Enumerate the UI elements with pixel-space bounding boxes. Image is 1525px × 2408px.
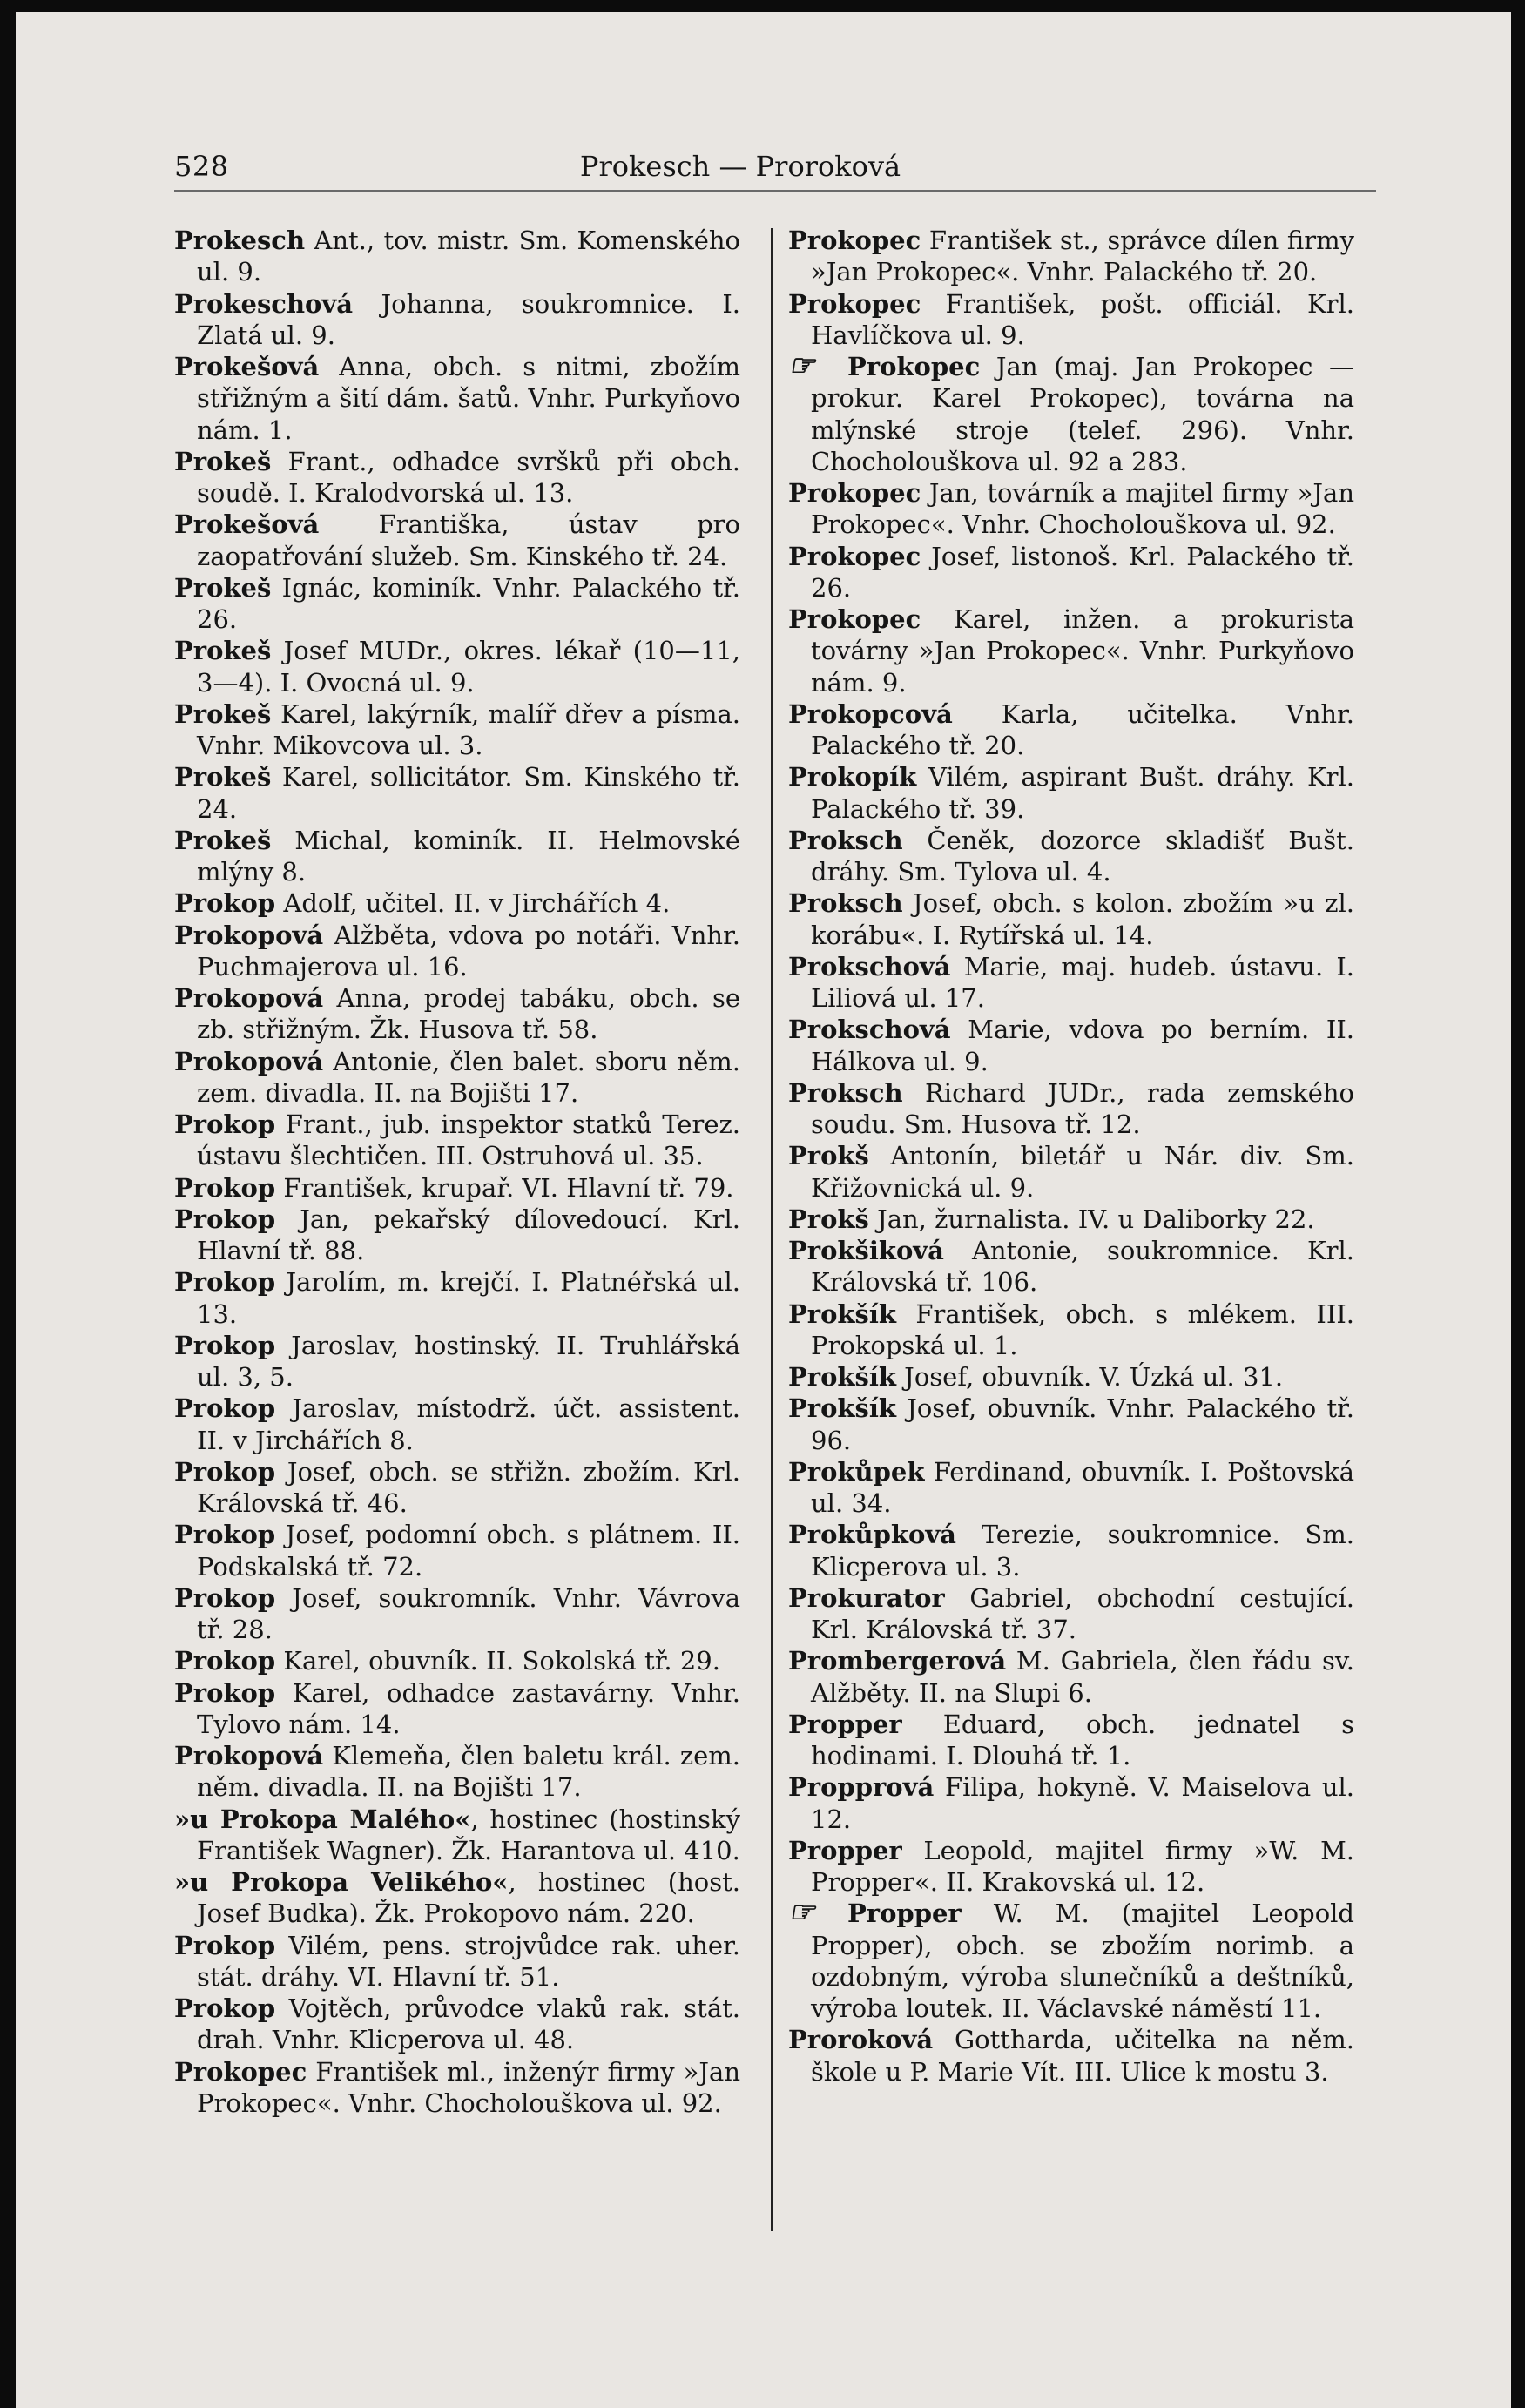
entry-name: Prokopec xyxy=(788,541,921,571)
entry-details: Ferdinand, obuvník. I. Poštovská ul. 34. xyxy=(811,1456,1354,1518)
entry-name: Prokopcová xyxy=(788,698,953,729)
directory-entry xyxy=(788,1582,1354,1646)
entry-name: Prokopová xyxy=(174,983,324,1013)
entry-name: Prokop xyxy=(174,1677,276,1708)
entry-details: Alžběta, vdova po notáři. Vnhr. Puchmajerova ul. 16. xyxy=(197,920,740,981)
directory-entry xyxy=(788,951,1354,1015)
directory-entry xyxy=(174,572,740,636)
entry-details: Gabriel, obchodní cestující. Krl. Královská tř. 37. xyxy=(811,1582,1354,1644)
entry-details: Ignác, kominík. Vnhr. Palackého tř. 26. xyxy=(197,572,740,634)
entry-details: W. M. (majitel Leopold Propper), obch. se zbožím norimb. a ozdobným, výroba slunečníků a deštníků, výroba loutek. II. Václavské náměstí 11. xyxy=(811,1899,1354,2023)
directory-entry xyxy=(788,541,1354,604)
entry-name: Prokop xyxy=(174,1993,276,2023)
directory-entry xyxy=(174,1930,740,1993)
entry-details: František, obch. s mlékem. III. Prokopská ul. 1. xyxy=(811,1298,1354,1360)
directory-entry xyxy=(174,1393,740,1456)
directory-entry xyxy=(788,2024,1354,2088)
directory-entry xyxy=(174,1993,740,2056)
directory-entry xyxy=(788,1014,1354,1077)
entry-details: Karel, obuvník. II. Sokolská tř. 29. xyxy=(275,1646,720,1676)
entry-details: Anna, prodej tabáku, obch. se zb. střižným. Žk. Husova tř. 58. xyxy=(197,983,740,1045)
entry-details: Leopold, majitel firmy »W. M. Propper«. II. Krakovská ul. 12. xyxy=(811,1835,1354,1897)
entry-name: Prokeš xyxy=(174,698,272,729)
entry-details: Antonín, biletář u Nár. div. Sm. Křižovnická ul. 9. xyxy=(811,1141,1354,1203)
entry-name: Prokopová xyxy=(174,920,324,950)
entry-details: Marie, maj. hudeb. ústavu. I. Liliová ul. 17. xyxy=(811,951,1354,1013)
entry-details: Čeněk, dozorce skladišť Bušt. dráhy. Sm. Tylova ul. 4. xyxy=(811,825,1354,887)
right-column xyxy=(788,225,1354,2088)
directory-entry xyxy=(788,1895,1354,2024)
entry-name: Prokopová xyxy=(174,1741,324,1771)
entry-name: Prokůpková xyxy=(788,1520,956,1550)
directory-entry xyxy=(174,1645,740,1676)
entry-name: Prokopová xyxy=(174,1046,324,1076)
directory-entry xyxy=(174,225,740,288)
entry-details: , hostinec (host. Josef Budka). Žk. Prokopovo nám. 220. xyxy=(197,1867,740,1929)
entry-details: František st., správce dílen firmy »Jan Prokopec«. Vnhr. Palackého tř. 20. xyxy=(811,226,1354,287)
entry-details: Jan (maj. Jan Prokopec — prokur. Karel Prokopec), továrna na mlýnské stroje (telef. 296). Vnhr. Chocholouškova ul. 92 a 283. xyxy=(811,352,1354,476)
entry-name: Prokšík xyxy=(788,1362,896,1392)
directory-entry xyxy=(174,351,740,446)
entry-details: Marie, vdova po berním. II. Hálkova ul. 9. xyxy=(811,1015,1354,1076)
directory-entry xyxy=(174,1266,740,1330)
directory-entry xyxy=(174,1740,740,1804)
entry-details: Josef MUDr., okres. lékař (10—11, 3—4). I. Ovocná ul. 9. xyxy=(197,636,740,698)
directory-entry xyxy=(174,1804,740,1867)
entry-details: Filipa, hokyně. V. Maiselova ul. 12. xyxy=(811,1772,1354,1834)
entry-name: Prokop xyxy=(174,1330,276,1360)
entry-name: Proroková xyxy=(788,2025,934,2055)
directory-entry xyxy=(788,1361,1354,1393)
directory-entry xyxy=(174,982,740,1046)
directory-entry xyxy=(174,698,740,762)
directory-entry xyxy=(788,1835,1354,1899)
entry-details: Jaroslav, hostinský. II. Truhlářská ul. 3, 5. xyxy=(197,1330,740,1392)
entry-details: Anna, obch. s nitmi, zbožím střižným a šití dám. šatů. Vnhr. Purkyňovo nám. 1. xyxy=(197,352,740,445)
entry-name: Prokš xyxy=(788,1204,869,1234)
entry-name: Prokšiková xyxy=(788,1236,944,1265)
directory-entry xyxy=(788,1771,1354,1835)
entry-name: Prokop xyxy=(174,1172,276,1203)
entry-details: Karel, odhadce zastavárny. Vnhr. Tylovo nám. 14. xyxy=(197,1677,740,1739)
directory-entry xyxy=(788,1140,1354,1204)
directory-entry xyxy=(174,446,740,509)
entry-details: Josef, podomní obch. s plátnem. II. Podskalská tř. 72. xyxy=(197,1520,740,1582)
entry-name: Prokesch xyxy=(174,226,306,255)
pointing-hand-icon: ☞ xyxy=(788,348,815,383)
directory-entry xyxy=(174,920,740,983)
entry-details: Vilém, aspirant Bušt. dráhy. Krl. Palackého tř. 39. xyxy=(811,762,1354,824)
directory-entry xyxy=(788,1709,1354,1772)
entry-details: Klemeňa, člen baletu král. zem. něm. divadla. II. na Bojišti 17. xyxy=(197,1741,740,1803)
entry-name: Prokop xyxy=(174,1582,276,1613)
directory-entry xyxy=(788,825,1354,888)
entry-details: František, pošt. officiál. Krl. Havlíčkova ul. 9. xyxy=(811,288,1354,350)
directory-entry xyxy=(174,1519,740,1582)
entry-details: František, krupař. VI. Hlavní tř. 79. xyxy=(275,1172,734,1203)
entry-name: Prokop xyxy=(174,1456,276,1487)
entry-name: Prokschová xyxy=(788,1015,951,1045)
entry-name: Prokeschová xyxy=(174,288,354,319)
entry-name: Prokopec xyxy=(174,2056,307,2087)
directory-entry xyxy=(174,1677,740,1741)
directory-entry xyxy=(174,887,740,919)
entry-details: Gotthardа, učitelka na něm. škole u P. Marie Vít. III. Ulice k mostu 3. xyxy=(811,2025,1354,2087)
entry-details: Johanna, soukromnice. I. Zlatá ul. 9. xyxy=(197,288,740,350)
directory-entry xyxy=(174,288,740,352)
entry-name: Propper xyxy=(788,1835,902,1865)
entry-name: Prokop xyxy=(174,1930,276,1960)
entry-name: Prokop xyxy=(174,1110,276,1139)
entry-name: Proksch xyxy=(788,888,903,919)
entry-details: Josef, listonoš. Krl. Palackého tř. 26. xyxy=(811,541,1354,603)
directory-entry xyxy=(174,1109,740,1172)
entry-name: Prokeš xyxy=(174,825,272,855)
directory-entry xyxy=(174,509,740,572)
directory-entry xyxy=(788,698,1354,762)
entry-details: Eduard, obch. jednatel s hodinami. I. Dlouhá tř. 1. xyxy=(811,1709,1354,1771)
entry-details: Karel, lakýrník, malíř dřev a písma. Vnhr. Mikovcova ul. 3. xyxy=(197,698,740,760)
directory-entry xyxy=(174,1172,740,1204)
entry-details: Jan, továrník a majitel firmy »Jan Prokopec«. Vnhr. Chocholouškova ul. 92. xyxy=(811,478,1354,540)
entry-name: Prokopík xyxy=(788,762,917,793)
directory-entry xyxy=(174,1456,740,1520)
entry-details: Vojtěch, průvodce vlaků rak. stát. drah. Vnhr. Klicperova ul. 48. xyxy=(197,1993,740,2055)
entry-details: Karel, sollicitátor. Sm. Kinského tř. 24. xyxy=(197,762,740,824)
directory-entry xyxy=(174,2056,740,2120)
entry-name: Prokopec xyxy=(788,226,921,255)
directory-entry xyxy=(174,1330,740,1393)
directory-entry xyxy=(788,1456,1354,1520)
entry-name: Prokešová xyxy=(174,352,320,381)
entry-name: Propprová xyxy=(788,1772,935,1803)
column-divider xyxy=(771,228,773,2231)
entry-details: Antonie, soukromnice. Krl. Královská tř. 106. xyxy=(811,1236,1354,1298)
entry-details: Adolf, učitel. II. v Jirchářích 4. xyxy=(275,888,671,919)
entry-name: »u Prokopa Velikého« xyxy=(174,1867,509,1897)
entry-details: Josef, obch. se střižn. zbožím. Krl. Královská tř. 46. xyxy=(197,1456,740,1518)
page-number: 528 xyxy=(174,150,229,183)
directory-entry xyxy=(788,1204,1354,1235)
directory-entry xyxy=(788,761,1354,825)
entry-details: , hostinec (hostinský František Wagner). Žk. Harantova ul. 410. xyxy=(197,1804,740,1865)
directory-entry xyxy=(788,1393,1354,1456)
entry-name: Prokešová xyxy=(174,509,320,540)
scan-edge-top xyxy=(0,0,1525,12)
entry-details: Jaroslav, místodrž. účt. assistent. II. v Jirchářích 8. xyxy=(197,1393,740,1455)
entry-name: Prokop xyxy=(174,1393,276,1424)
entry-details: Josef, obuvník. Vnhr. Palackého tř. 96. xyxy=(811,1393,1354,1455)
entry-details: Jan, pekařský dílovedoucí. Krl. Hlavní tř. 88. xyxy=(197,1204,740,1265)
entry-details: Frant., odhadce svršků při obch. soudě. I. Kralodvorská ul. 13. xyxy=(197,446,740,508)
directory-entry xyxy=(174,1866,740,1930)
directory-entry xyxy=(174,825,740,888)
scan-edge-left xyxy=(0,0,16,2408)
entry-name: Prokeš xyxy=(174,572,272,603)
directory-entry xyxy=(788,288,1354,352)
entry-details: Antonie, člen balet. sboru něm. zem. divadla. II. na Bojišti 17. xyxy=(197,1046,740,1108)
entry-details: Josef, obuvník. V. Úzká ul. 31. xyxy=(895,1362,1284,1392)
entry-name: Prokšík xyxy=(788,1298,896,1329)
directory-entry xyxy=(788,348,1354,477)
entry-name: »u Prokopa Malého« xyxy=(174,1804,471,1834)
running-title: Prokesch — Proroková xyxy=(579,150,901,183)
entry-name: Prokop xyxy=(174,888,276,919)
pointing-hand-icon: ☞ xyxy=(788,1895,815,1931)
entry-name: Proksch xyxy=(788,825,903,855)
directory-entry xyxy=(788,1519,1354,1582)
entry-name: Prokšík xyxy=(788,1393,896,1424)
entry-details: M. Gabriela, člen řádu sv. Alžběty. II. na Slupi 6. xyxy=(811,1646,1354,1708)
entry-details: Karla, učitelka. Vnhr. Palackého tř. 20. xyxy=(811,698,1354,760)
entry-name: Prokeš xyxy=(174,636,272,666)
entry-name: Prokurator xyxy=(788,1582,945,1613)
entry-name: Prokschová xyxy=(788,951,951,981)
entry-name: Prokůpek xyxy=(788,1456,925,1487)
entry-details: Jarolím, m. krejčí. I. Platnéřská ul. 13. xyxy=(197,1267,740,1329)
entry-name: Prokop xyxy=(174,1520,276,1550)
entry-details: Frant., jub. inspektor statků Terez. ústavu šlechtičen. III. Ostruhová ul. 35. xyxy=(197,1110,740,1171)
directory-entry xyxy=(174,761,740,825)
left-column xyxy=(174,225,740,2119)
directory-entry xyxy=(788,1077,1354,1141)
entry-details: Josef, obch. s kolon. zbožím »u zl. korábu«. I. Rytířská ul. 14. xyxy=(811,888,1354,950)
entry-name: Proksch xyxy=(788,1077,903,1108)
entry-details: Jan, žurnalista. IV. u Daliborky 22. xyxy=(868,1204,1315,1234)
entry-name: Propper xyxy=(847,1899,962,1929)
directory-entry xyxy=(788,477,1354,541)
entry-details: Josef, soukromník. Vnhr. Vávrova tř. 28. xyxy=(197,1582,740,1644)
scan-edge-right xyxy=(1511,0,1525,2408)
entry-name: Prokopec xyxy=(788,288,921,319)
entry-details: Vilém, pens. strojvůdce rak. uher. stát. dráhy. VI. Hlavní tř. 51. xyxy=(197,1930,740,1992)
entry-name: Prokopec xyxy=(788,478,921,508)
entry-name: Prokop xyxy=(174,1267,276,1298)
entry-name: Prokeš xyxy=(174,762,272,793)
entry-details: František ml., inženýr firmy »Jan Prokopec«. Vnhr. Chocholouškova ul. 92. xyxy=(197,2056,740,2118)
directory-entry xyxy=(788,225,1354,288)
directory-entry xyxy=(174,1046,740,1110)
entry-details: Michal, kominík. II. Helmovské mlýny 8. xyxy=(197,825,740,887)
entry-name: Prokop xyxy=(174,1204,276,1234)
directory-entry xyxy=(174,635,740,698)
entry-details: Richard JUDr., rada zemského soudu. Sm. Husova tř. 12. xyxy=(811,1077,1354,1139)
entry-details: Karel, inžen. a prokurista továrny »Jan Prokopec«. Vnhr. Purkyňovo nám. 9. xyxy=(811,604,1354,698)
entry-details: Františka, ústav pro zaopatřování služeb. Sm. Kinského tř. 24. xyxy=(197,509,740,571)
header-rule xyxy=(174,190,1376,192)
directory-entry xyxy=(788,1298,1354,1362)
entry-name: Prokopec xyxy=(847,352,981,381)
directory-entry xyxy=(174,1582,740,1646)
directory-entry xyxy=(788,604,1354,698)
entry-name: Prombergerová xyxy=(788,1646,1007,1676)
entry-name: Prokeš xyxy=(174,446,272,476)
directory-entry xyxy=(788,1235,1354,1298)
directory-entry xyxy=(788,887,1354,951)
directory-entry xyxy=(788,1645,1354,1709)
entry-name: Prokš xyxy=(788,1141,869,1171)
entry-name: Prokopec xyxy=(788,604,921,634)
entry-name: Prokop xyxy=(174,1646,276,1676)
directory-entry xyxy=(174,1204,740,1267)
entry-details: Ant., tov. mistr. Sm. Komenského ul. 9. xyxy=(197,226,740,287)
entry-details: Terezie, soukromnice. Sm. Klicperova ul. 3. xyxy=(811,1520,1354,1582)
entry-name: Propper xyxy=(788,1709,902,1739)
